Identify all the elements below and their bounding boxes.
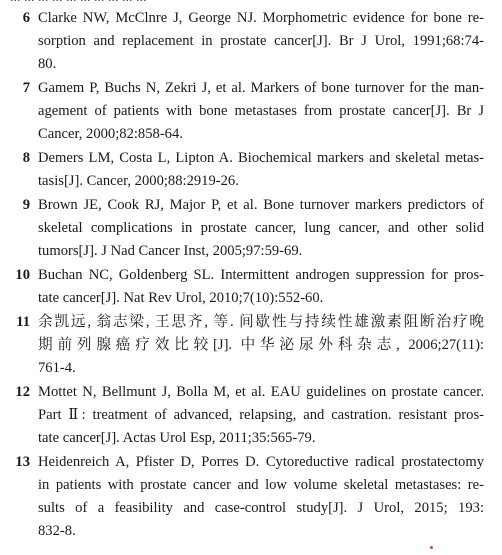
reference-number: 12 — [15, 384, 30, 400]
reference-item — [0, 7, 502, 76]
reference-line: Gamem P, Buchs N, Zekri J, et al. Markers of bone turnover for the man- — [38, 80, 484, 96]
reference-line: tasis[J]. Cancer, 2000;88:2919-26. — [38, 173, 239, 189]
reference-line: 80. — [38, 56, 57, 72]
reference-line: agement of patients with bone metastases from prostate cancer[J]. Br J — [38, 103, 484, 119]
reference-line: Cancer, 2000;82:858-64. — [38, 126, 183, 142]
reference-item — [0, 264, 502, 310]
ink-speck — [430, 546, 433, 549]
reference-line: Clarke NW, McClnre J, George NJ. Morphometric evidence for bone re- — [38, 10, 484, 26]
reference-item — [0, 147, 502, 193]
reference-list — [0, 7, 502, 544]
reference-line: 余凯远, 翁志梁, 王思齐, 等. 间歇性与持续性雄激素阻断治疗晚 — [38, 314, 484, 330]
reference-line: 期前列腺癌疗效比较[J]. 中华泌尿外科杂志, 2006;27(11): — [38, 337, 484, 353]
reference-item — [0, 381, 502, 450]
reference-line: Mottet N, Bellmunt J, Bolla M, et al. EAU guidelines on prostate cancer. — [38, 384, 484, 400]
reference-number: 13 — [15, 454, 30, 470]
reference-line: tate cancer[J]. Nat Rev Urol, 2010;7(10):552-60. — [38, 290, 324, 306]
reference-line: in patients with prostate cancer and low volume skeletal metastases: re- — [38, 477, 484, 493]
reference-number: 8 — [22, 150, 30, 166]
reference-number: 10 — [15, 267, 30, 283]
reference-line: Buchan NC, Goldenberg SL. Intermittent androgen suppression for pros- — [38, 267, 484, 283]
reference-line: tate cancer[J]. Actas Urol Esp, 2011;35:565-79. — [38, 430, 316, 446]
reference-line: Demers LM, Costa L, Lipton A. Biochemical markers and skeletal metas- — [38, 150, 484, 166]
reference-number: 6 — [22, 10, 30, 26]
reference-line: 832-8. — [38, 523, 76, 539]
cut-off-previous-line — [10, 0, 430, 5]
reference-line: sults of a feasibility and case-control study[J]. J Urol, 2015; 193: — [38, 500, 484, 516]
reference-item — [0, 194, 502, 263]
reference-item — [0, 77, 502, 146]
reference-number: 9 — [22, 197, 30, 213]
reference-line: Heidenreich A, Pfister D, Porres D. Cytoreductive radical prostatectomy — [38, 454, 484, 470]
reference-item — [0, 451, 502, 543]
reference-line: skeletal complications in prostate cancer, lung cancer, and other solid — [38, 220, 484, 236]
reference-line: 761-4. — [38, 360, 76, 376]
reference-line: tumors[J]. J Nad Cancer Inst, 2005;97:59-69. — [38, 243, 303, 259]
reference-line: Part Ⅱ: treatment of advanced, relapsing, and castration. resistant pros- — [38, 407, 484, 423]
reference-number: 11 — [16, 314, 30, 330]
reference-number: 7 — [22, 80, 30, 96]
reference-line: Brown JE, Cook RJ, Major P, et al. Bone turnover markers predictors of — [38, 197, 484, 213]
reference-item — [0, 311, 502, 380]
reference-line: sorption and replacement in prostate cancer[J]. Br J Urol, 1991;68:74- — [38, 33, 484, 49]
